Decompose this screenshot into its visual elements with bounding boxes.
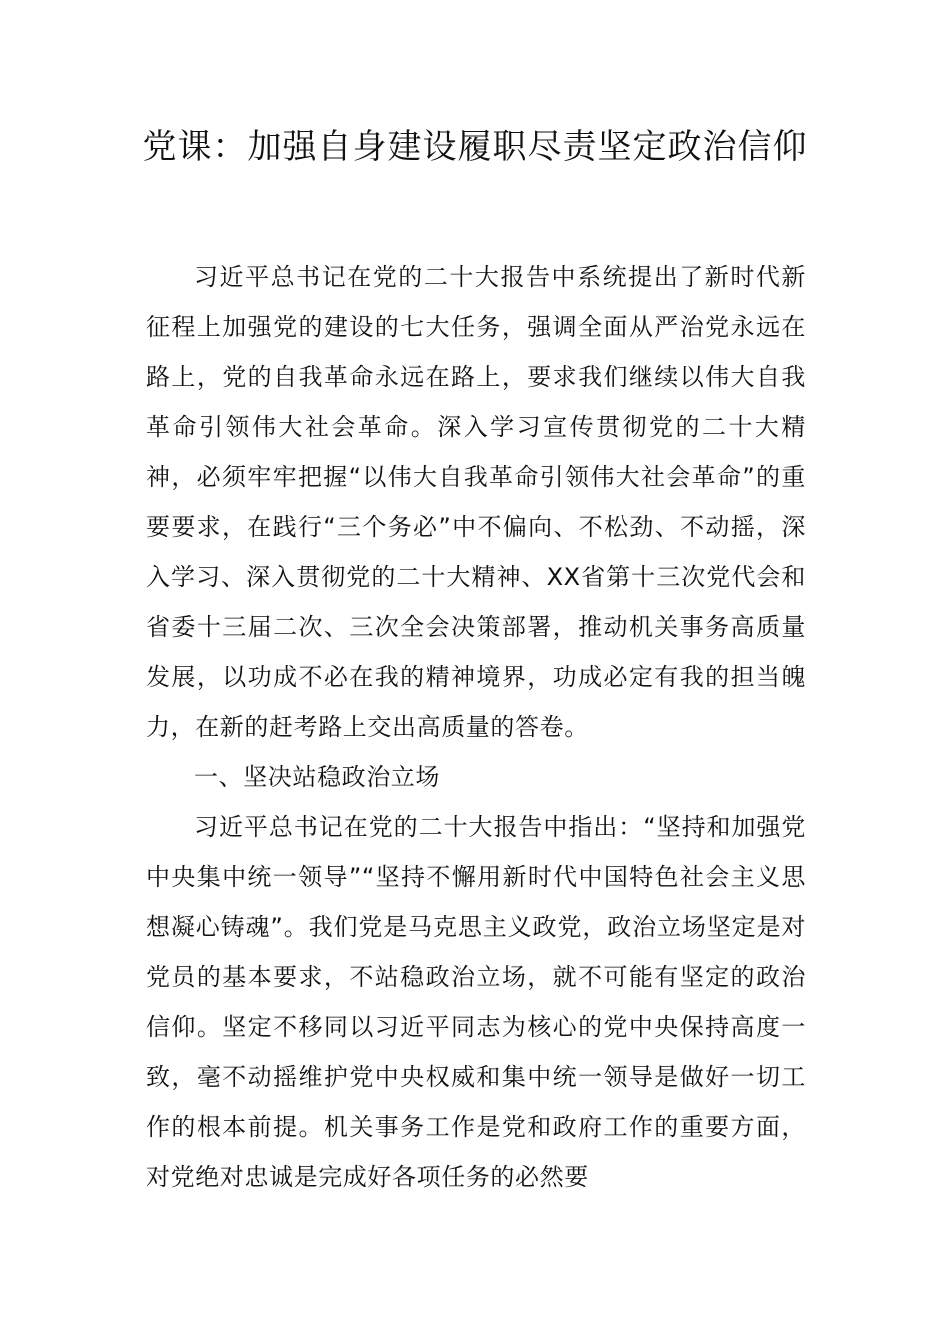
section-heading: 一、坚决站稳政治立场 [194, 763, 440, 791]
section-paragraph: 习近平总书记在党的二十大报告中指出：“坚持和加强党中央集中统一领导”“坚持不懈用新时代中国特色社会主义思想凝心铸魂”。我们党是马克思主义政党，政治立场坚定是对党员的基本要求，不站稳政治立场，就不可能有坚定的政治信仰。坚定不移同以习近平同志为核心的党中央保持高度一致，毫不动摇维护党中央权威和集中统一领导是做好一切工作的根本前提。机关事务工作是党和政府工作的重要方面，对党绝对忠诚是完成好各项任务的必然要 [146, 813, 806, 1191]
document-title: 党课：加强自身建设履职尽责坚定政治信仰 [142, 127, 808, 167]
document-body [146, 252, 806, 1202]
intro-paragraph: 习近平总书记在党的二十大报告中系统提出了新时代新征程上加强党的建设的七大任务，强调全面从严治党永远在路上，党的自我革命永远在路上，要求我们继续以伟大自我革命引领伟大社会革命。深入学习宣传贯彻党的二十大精神，必须牢牢把握“以伟大自我革命引领伟大社会革命”的重要要求，在践行“三个务必”中不偏向、不松劲、不动摇，深入学习、深入贯彻党的二十大精神、XX省第十三次党代会和省委十三届二次、三次全会决策部署，推动机关事务高质量发展，以功成不必在我的精神境界，功成必定有我的担当魄力，在新的赶考路上交出高质量的答卷。 [146, 263, 806, 741]
